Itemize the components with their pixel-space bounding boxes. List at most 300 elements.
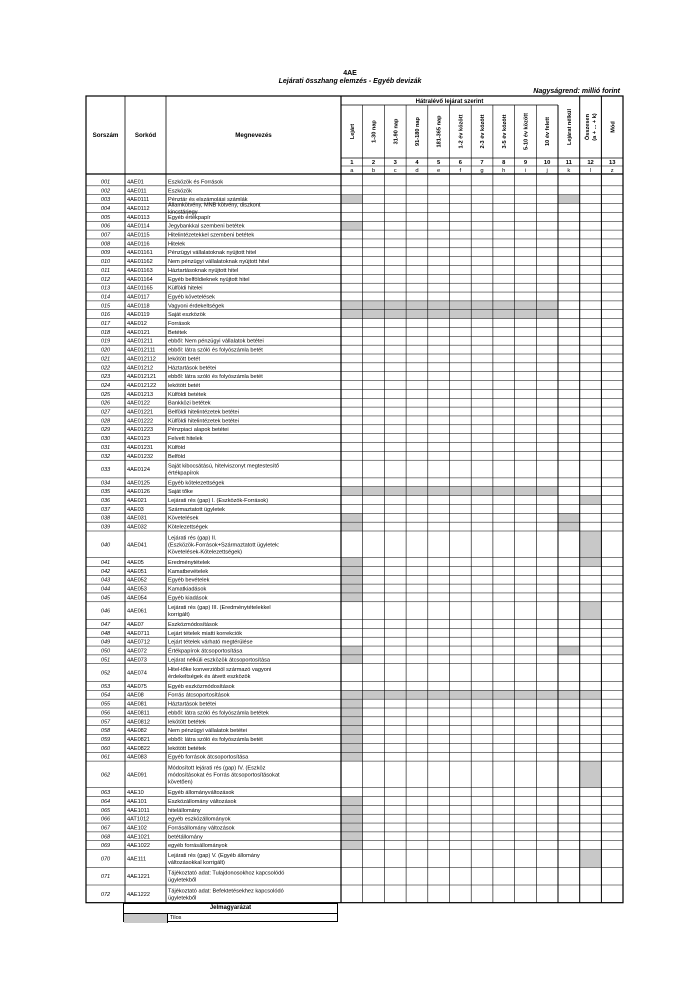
column-header-label: 5-10 év között — [523, 113, 530, 150]
row-code: 4AE012111 — [127, 347, 156, 354]
row-number: 064 — [100, 798, 111, 805]
shaded-cell — [537, 310, 558, 318]
row-code: 4AE0113 — [127, 214, 150, 221]
row-number: 007 — [100, 232, 111, 239]
row-number: 018 — [100, 329, 111, 336]
shaded-cell — [428, 310, 449, 318]
row-name: Nem pénzügyi vállalatok betétei — [168, 728, 247, 735]
shaded-cell — [493, 691, 514, 699]
row-name: Saját kibocsátású, hitelviszonyt megtestesítő — [168, 463, 279, 470]
shaded-cell — [515, 691, 536, 699]
row-name: Belföldi hitelintézetek betétei — [168, 409, 239, 416]
row-name: Tájékoztató adat: Tulajdonosokhoz kapcsolódó — [168, 870, 285, 877]
row-code: 4AE01221 — [127, 409, 154, 416]
row-code: 4AE1222 — [127, 891, 151, 898]
shaded-cell — [341, 797, 362, 805]
column-letter: k — [567, 168, 571, 174]
shaded-cell — [341, 522, 362, 530]
row-name: Lejárati rés (gap) I. (Eszközök-Források) — [168, 498, 269, 505]
row-name: módosításokat és Forrás átcsoportosításokat — [168, 772, 280, 779]
shaded-cell — [450, 487, 471, 495]
row-number: 028 — [100, 418, 111, 425]
header-sorszam: Sorszám — [92, 132, 119, 139]
row-number: 052 — [100, 670, 111, 677]
row-code: 4AE01162 — [127, 259, 153, 266]
row-name: ebből: látra szóló és folyószámla betét — [168, 347, 263, 354]
row-name: lekötött betétek — [168, 719, 206, 726]
shaded-cell — [558, 646, 579, 654]
shaded-cell — [580, 602, 601, 619]
shaded-cell — [493, 487, 514, 495]
shaded-cell — [580, 496, 601, 504]
row-code: 4AE051 — [127, 568, 147, 575]
row-code: 4AE01163 — [127, 267, 153, 274]
row-code: 4AE052 — [127, 577, 147, 584]
row-name: Tájékoztató adat: Befektetésekhez kapcsolódó — [168, 888, 284, 895]
column-header-h — [502, 114, 508, 148]
shaded-cell — [450, 301, 471, 309]
row-number: 011 — [101, 267, 110, 274]
row-code: 4AE054 — [127, 595, 147, 602]
row-number: 048 — [100, 630, 111, 637]
row-name: Külföldi betétek — [168, 391, 207, 398]
row-name: Kamatkiadások — [168, 586, 207, 593]
row-name: Követelések — [168, 515, 199, 522]
shaded-cell — [341, 222, 362, 230]
row-name: Nem pénzügyi vállalatoknak nyújtott hitel — [168, 259, 270, 266]
row-name: Egyéb kiadások — [168, 595, 208, 602]
row-code: 4AE0123 — [127, 436, 151, 443]
shaded-cell — [558, 522, 579, 530]
row-code: 4AE01232 — [127, 453, 154, 460]
row-name: betétállomány — [168, 834, 203, 841]
row-number: 062 — [100, 772, 111, 779]
row-number: 045 — [100, 595, 111, 602]
shaded-cell — [363, 310, 384, 318]
row-number: 055 — [100, 701, 111, 708]
row-name: érdekeltségek és átvett eszközök — [168, 674, 251, 681]
row-name: Felvett hitelek — [168, 436, 203, 443]
row-code: 4AE012 — [127, 321, 147, 328]
row-name: Pénzügyi vállalatoknak nyújtott hitel — [168, 250, 257, 257]
row-name: ebből: Nem pénzügyi vállalatok betétei — [168, 338, 264, 345]
column-letter: b — [371, 168, 376, 174]
row-name: Származtatott ügyletek — [168, 506, 225, 513]
row-name: Háztartások betétei — [168, 365, 217, 372]
row-code: 4AE012121 — [127, 374, 157, 381]
shaded-cell — [580, 850, 601, 867]
column-letter: i — [524, 168, 527, 174]
shaded-cell — [341, 735, 362, 743]
row-code: 4AE081 — [127, 701, 147, 708]
row-code: 4AE0822 — [127, 745, 151, 752]
row-code: 4AE012122 — [127, 382, 157, 389]
row-number: 032 — [100, 453, 111, 460]
row-number: 059 — [100, 736, 111, 743]
row-number: 072 — [100, 891, 111, 898]
column-letter: h — [502, 168, 506, 174]
row-number: 009 — [100, 250, 111, 257]
row-name: Egyéb források átcsoportosítása — [168, 754, 249, 761]
column-number: 10 — [543, 160, 551, 166]
row-number: 057 — [100, 719, 111, 726]
row-number: 026 — [100, 400, 111, 407]
shaded-cell — [580, 558, 601, 566]
column-header-a — [350, 124, 356, 139]
row-number: 005 — [100, 214, 111, 221]
row-code: 4AE091 — [127, 772, 147, 779]
row-code: 4AE03 — [127, 506, 144, 513]
shaded-cell — [341, 726, 362, 734]
row-number: 068 — [100, 834, 111, 841]
shaded-cell — [515, 487, 536, 495]
row-number: 050 — [100, 648, 111, 655]
shaded-cell — [341, 301, 362, 309]
column-number: 2 — [371, 160, 376, 166]
row-name: Külföld — [168, 444, 186, 451]
row-name: Jegybankkal szembeni betétek — [168, 223, 245, 230]
row-name: ügyletekből — [168, 895, 197, 902]
row-number: 058 — [100, 728, 111, 735]
shaded-cell — [580, 691, 601, 699]
row-number: 013 — [100, 285, 111, 292]
row-code: 4AE1022 — [127, 843, 151, 850]
row-number: 065 — [100, 807, 111, 814]
shaded-cell — [515, 310, 536, 318]
row-number: 029 — [100, 427, 111, 434]
shaded-cell — [385, 691, 406, 699]
row-number: 020 — [100, 347, 111, 354]
row-name: ügyletekből — [168, 877, 197, 884]
row-code: 4AE041 — [127, 542, 147, 549]
row-name: Pénztár és elszámolási számlák — [168, 197, 248, 204]
row-code: 4AE073 — [127, 657, 147, 664]
shaded-cell — [341, 567, 362, 575]
row-number: 046 — [100, 608, 111, 615]
row-code: 4AE053 — [127, 586, 147, 593]
row-code: 4AE01212 — [127, 365, 154, 372]
shaded-cell — [472, 301, 493, 309]
shaded-cell — [341, 691, 362, 699]
shaded-cell — [558, 195, 579, 203]
row-code: 4AE011 — [127, 188, 147, 195]
row-code: 4AE01161 — [127, 250, 153, 257]
row-name: Egyéb állományváltozások — [168, 790, 235, 797]
row-number: 043 — [100, 577, 111, 584]
column-letter: l — [589, 168, 592, 174]
column-header-label: 1-2 év között — [458, 114, 465, 149]
shaded-cell — [472, 691, 493, 699]
row-name: lekötött betétek — [168, 745, 206, 752]
column-letter: z — [610, 168, 614, 174]
row-number: 049 — [100, 639, 111, 646]
row-name: Lejárati rés (gap) III. (Eredménytételekkel — [168, 605, 271, 612]
row-number: 024 — [100, 382, 111, 389]
shaded-cell — [515, 301, 536, 309]
row-name: Háztartások betétei — [168, 701, 217, 708]
row-number: 047 — [100, 621, 111, 628]
shaded-cell — [580, 761, 601, 787]
column-header-k — [567, 109, 573, 146]
row-code: 4AE1011 — [127, 807, 150, 814]
shaded-cell — [341, 744, 362, 752]
row-name: Háztartásoknak nyújtott hitel — [168, 267, 239, 274]
row-name: Eszközök — [168, 188, 192, 195]
legend-row — [124, 914, 337, 923]
row-code: 4AE111 — [127, 856, 147, 863]
row-name: Külföldi hitelintézetek betétei — [168, 418, 239, 425]
column-header-label: Lejárat nélkül — [566, 108, 573, 146]
row-code: 4AE012112 — [127, 356, 156, 363]
row-number: 067 — [100, 825, 111, 832]
row-name: Bankközi betétek — [168, 400, 211, 407]
column-number: 5 — [437, 160, 441, 166]
row-code: 4AE01222 — [127, 418, 154, 425]
column-number: 6 — [458, 160, 462, 166]
shaded-cell — [341, 514, 362, 522]
row-name: változásokkal korrigált) — [168, 859, 225, 866]
row-code: 4AE074 — [127, 670, 147, 677]
row-code: 4AE072 — [127, 648, 147, 655]
shaded-cell — [406, 691, 427, 699]
row-name: Lejárati rés (gap) V. (Egyéb állomány — [168, 852, 260, 859]
column-header-j — [545, 117, 551, 146]
row-code: 4AE0117 — [127, 294, 150, 301]
row-number: 016 — [100, 312, 111, 319]
row-number: 039 — [100, 524, 111, 531]
row-code: 4AE101 — [127, 798, 147, 805]
row-name: Hitel-tőke konverzióból származó vagyoni — [168, 667, 272, 674]
column-header-label: 1-30 nap — [371, 120, 378, 143]
row-number: 044 — [100, 586, 111, 593]
row-name: lekötött betét — [168, 382, 201, 389]
row-code: 4AE0122 — [127, 400, 151, 407]
row-number: 041 — [100, 559, 111, 566]
shaded-cell — [341, 487, 362, 495]
row-code: 4AE102 — [127, 825, 147, 832]
row-code: 4AE01211 — [127, 338, 153, 345]
row-name: Vagyoni érdekeltségek — [168, 303, 225, 310]
row-code: 4AE0116 — [127, 241, 150, 248]
row-number: 021 — [100, 356, 111, 363]
shaded-cell — [341, 558, 362, 566]
row-name: Egyéb bevételek — [168, 577, 210, 584]
row-name: kincstárjegy — [168, 209, 198, 216]
row-code: 4AE01 — [127, 179, 144, 186]
shaded-cell — [385, 301, 406, 309]
column-header-i — [523, 113, 529, 150]
row-number: 002 — [100, 188, 111, 195]
row-name: Saját tőke — [168, 489, 193, 496]
row-code: 4AE01231 — [127, 444, 154, 451]
row-number: 023 — [100, 374, 111, 381]
header-group-label: Hátralévő lejárat szerint — [415, 99, 484, 105]
shaded-cell — [341, 655, 362, 663]
column-letter: j — [546, 168, 548, 174]
row-name: ebből: látra szóló és folyószámla betét — [168, 736, 263, 743]
row-number: 001 — [100, 179, 111, 186]
column-header-label: 91-180 nap — [414, 117, 421, 146]
row-number: 012 — [100, 276, 111, 283]
column-number: 8 — [502, 160, 506, 166]
row-name: (Eszközök-Források+Származtatott ügyletek: — [168, 542, 280, 549]
row-name: Egyéb értékpapír — [168, 214, 211, 221]
shaded-cell — [493, 301, 514, 309]
row-number: 004 — [100, 205, 111, 212]
shaded-cell — [472, 487, 493, 495]
column-letter: d — [415, 168, 419, 174]
column-header-label: Mód — [610, 121, 617, 133]
row-code: 4AE0712 — [127, 639, 151, 646]
row-number: 031 — [100, 444, 111, 451]
row-code: 4AE0118 — [127, 303, 150, 310]
row-code: 4AE0121 — [127, 329, 151, 336]
row-name: lekötött betét — [168, 356, 201, 363]
row-code: 4AE032 — [127, 524, 147, 531]
shaded-cell — [537, 487, 558, 495]
row-number: 038 — [100, 515, 111, 522]
row-code: 4AE1221 — [127, 874, 151, 881]
column-header-label: 3-5 év között — [501, 114, 508, 149]
row-number: 030 — [100, 436, 111, 443]
column-header-label: (a + ... + k) — [592, 113, 599, 141]
shaded-cell — [341, 699, 362, 707]
row-number: 056 — [100, 710, 111, 717]
row-code: 4AE0114 — [127, 223, 150, 230]
legend-item-label: Tilos — [170, 915, 182, 921]
row-name: értékpapírok — [168, 470, 200, 477]
row-code: 4AE021 — [127, 498, 147, 505]
column-number: 11 — [565, 160, 572, 166]
column-number: 4 — [415, 160, 419, 166]
row-name: Forrásállomány változások — [168, 825, 235, 832]
row-name: Egyéb kötelezettségek — [168, 480, 225, 487]
row-name: Pénzpiaci alapok betétei — [168, 427, 229, 434]
row-number: 054 — [100, 692, 111, 699]
column-header-g — [480, 114, 486, 148]
shaded-cell — [493, 310, 514, 318]
row-code: 4AE08 — [127, 692, 144, 699]
row-number: 033 — [100, 467, 111, 474]
row-number: 003 — [100, 197, 111, 204]
column-header-c — [393, 118, 399, 144]
row-name: Hitelintézetekkel szembeni betétek — [168, 232, 255, 239]
shaded-cell — [558, 691, 579, 699]
column-number: 9 — [523, 160, 528, 166]
column-letter: c — [393, 168, 397, 174]
shaded-cell — [580, 531, 601, 557]
row-number: 051 — [100, 657, 111, 664]
shaded-cell — [341, 753, 362, 761]
shaded-cell — [341, 708, 362, 716]
row-name: követően) — [168, 779, 193, 786]
legend-swatch — [124, 914, 168, 923]
row-name: Lejárati rés (gap) II. — [168, 535, 217, 542]
column-header-label: 10 év felett — [545, 117, 552, 146]
row-name: korrigált) — [168, 612, 190, 619]
row-name: Lejárt tételek várható megtérülése — [168, 639, 253, 646]
column-header-label: 31-90 nap — [393, 118, 400, 145]
shaded-cell — [406, 301, 427, 309]
row-code: 4AE031 — [127, 515, 147, 522]
row-code: 4AT1012 — [127, 816, 150, 823]
row-code: 4AE082 — [127, 728, 147, 735]
row-code: 4AE01223 — [127, 427, 154, 434]
row-number: 071 — [100, 874, 111, 881]
row-name: Értékpapírok átcsoportosítása — [168, 648, 243, 655]
legend — [123, 903, 338, 922]
column-number: 3 — [393, 160, 397, 166]
row-code: 4AE0711 — [127, 630, 150, 637]
form-code: 4AE — [343, 70, 357, 77]
column-number: 12 — [587, 160, 594, 166]
column-header-e — [437, 115, 443, 148]
column-header-f — [458, 114, 464, 148]
column-header-l — [584, 113, 598, 140]
row-number: 006 — [100, 223, 111, 230]
row-code: 4AE0812 — [127, 719, 151, 726]
row-code: 4AE1021 — [127, 834, 151, 841]
row-name: Egyéb követelések — [168, 294, 215, 301]
row-name: Eszközállomány változások — [168, 798, 237, 805]
row-name: Saját eszközök — [168, 312, 206, 319]
legend-title: Jelmagyarázat — [124, 904, 337, 914]
row-number: 070 — [100, 856, 111, 863]
column-letter: e — [437, 168, 441, 174]
row-name: Eszközmódosítások — [168, 621, 218, 628]
row-code: 4AE0112 — [127, 205, 150, 212]
row-code: 4AE061 — [127, 608, 147, 615]
row-number: 060 — [100, 745, 111, 752]
row-name: Külföldi hitelei — [168, 285, 203, 292]
row-number: 069 — [100, 843, 111, 850]
row-code: 4AE05 — [127, 559, 144, 566]
shaded-cell — [537, 691, 558, 699]
shaded-cell — [558, 514, 579, 522]
row-name: egyéb eszközállományok — [168, 816, 231, 823]
row-name: hitelállomány — [168, 807, 201, 814]
shaded-cell — [341, 832, 362, 840]
shaded-cell — [341, 646, 362, 654]
row-number: 015 — [100, 303, 111, 310]
row-name: Forrás átcsoportosítások — [168, 692, 230, 699]
row-name: Követelések-Kötelezettségek) — [168, 549, 243, 556]
row-code: 4AE0126 — [127, 489, 151, 496]
row-number: 053 — [100, 683, 111, 690]
shaded-cell — [406, 310, 427, 318]
column-header-b — [372, 120, 378, 143]
row-name: Eszközök és Források — [168, 179, 224, 186]
row-name: ebből: látra szóló és folyószámla betétek — [168, 710, 269, 717]
column-letter: a — [350, 168, 354, 174]
column-header-d — [415, 116, 421, 145]
row-code: 4AE083 — [127, 754, 147, 761]
row-name: Kamatbevételek — [168, 568, 209, 575]
row-name: Egyéb eszközmódosítások — [168, 683, 235, 690]
shaded-cell — [428, 487, 449, 495]
row-name: Államkötvény, MNB kötvény, diszkont — [168, 202, 261, 209]
header-sorkod: Sorkód — [134, 132, 157, 139]
row-name: Lejárt tételek miatti korrekciók — [168, 630, 242, 637]
row-number: 019 — [100, 338, 111, 345]
column-header-label: 2-3 év között — [480, 114, 487, 149]
column-header-label: Összesen — [585, 113, 592, 141]
shaded-cell — [472, 310, 493, 318]
shaded-cell — [341, 576, 362, 584]
row-name: Egyéb belföldieknek nyújtott hitel — [168, 276, 250, 283]
row-number: 061 — [100, 754, 111, 761]
shaded-cell — [341, 584, 362, 592]
